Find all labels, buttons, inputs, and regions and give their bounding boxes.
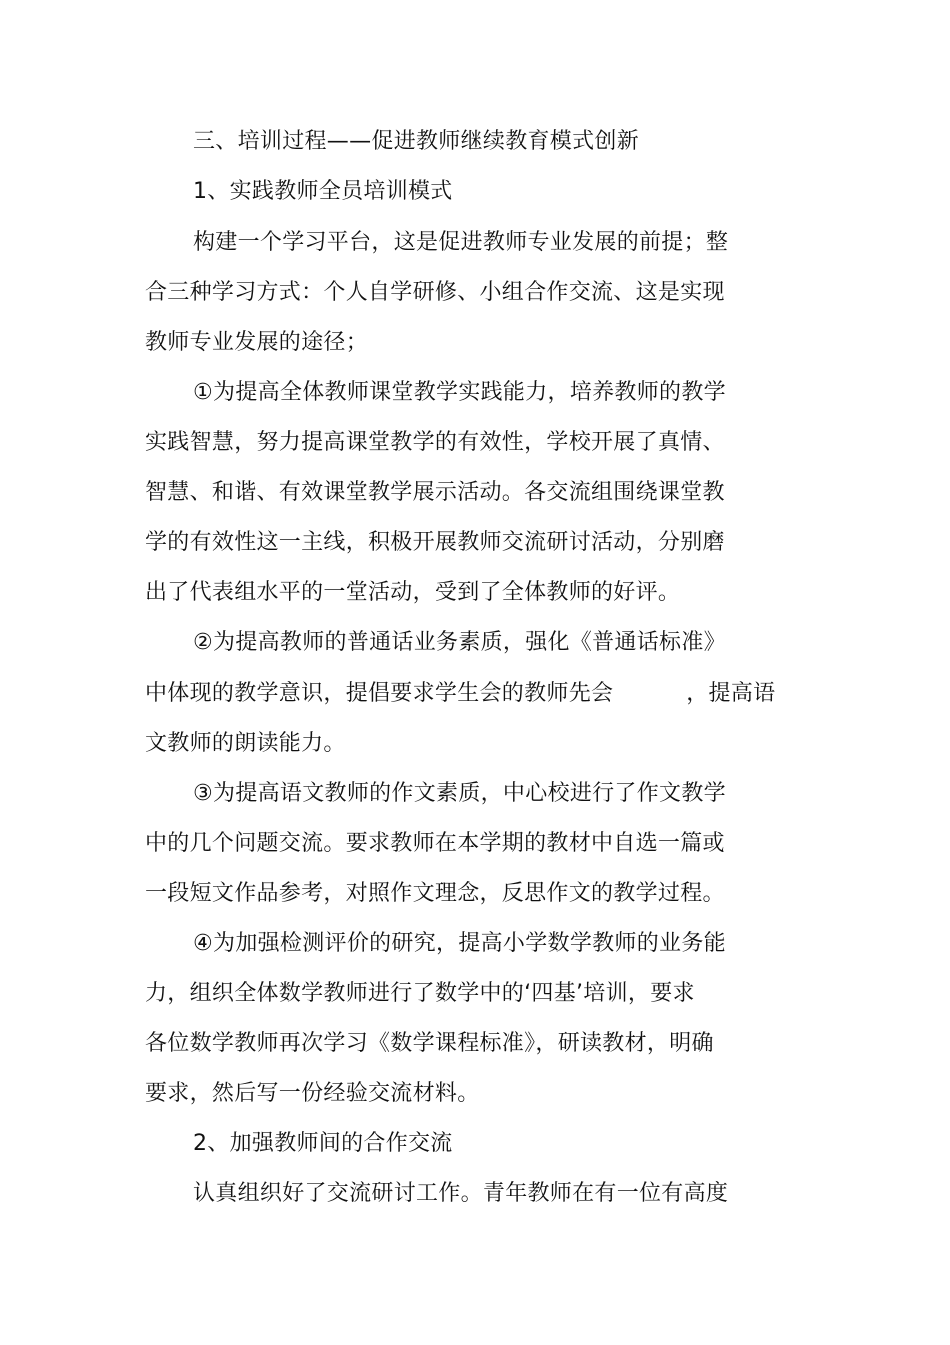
paragraph-line: 实践智慧，努力提高课堂教学的有效性，学校开展了真情、 [145,430,725,455]
paragraph-line: ③为提高语文教师的作文素质，中心校进行了作文教学 [193,781,726,806]
paragraph-line: 各位数学教师再次学习《数学课程标准》，研读教材，明确 [145,1031,714,1056]
paragraph-line: 力，组织全体数学教师进行了数学中的‘四基’培训，要求 [145,981,695,1006]
paragraph-line: ①为提高全体教师课堂教学实践能力，培养教师的教学 [193,380,726,405]
paragraph-line: 学的有效性这一主线，积极开展教师交流研讨活动，分别磨 [145,530,725,555]
paragraph-line: 构建一个学习平台，这是促进教师专业发展的前提；整 [193,230,729,255]
paragraph-line: 中的几个问题交流。要求教师在本学期的教材中自选一篇或 [145,831,725,856]
paragraph-line: ②为提高教师的普通话业务素质，强化《普通话标准》 [193,630,726,655]
paragraph-line: 出了代表组水平的一堂活动，受到了全体教师的好评。 [145,580,681,605]
section-heading: 三、培训过程——促进教师继续教育模式创新 [193,129,640,154]
paragraph-line: 教师专业发展的途径； [145,330,369,355]
subsection-heading: 1、实践教师全员培训模式 [193,179,453,204]
paragraph-line: 一段短文作品参考，对照作文理念，反思作文的教学过程。 [145,881,725,906]
subsection-heading: 2、加强教师间的合作交流 [193,1131,453,1156]
paragraph-line: 中体现的教学意识，提倡要求学生会的教师先会 ，提高语 [145,681,776,706]
paragraph-line: ④为加强检测评价的研究，提高小学数学教师的业务能 [193,931,726,956]
paragraph-line: 认真组织好了交流研讨工作。青年教师在有一位有高度 [193,1181,729,1206]
paragraph-line: 智慧、和谐、有效课堂教学展示活动。各交流组围绕课堂教 [145,480,725,505]
paragraph-line: 要求，然后写一份经验交流材料。 [145,1081,480,1106]
paragraph-line: 合三种学习方式：个人自学研修、小组合作交流、这是实现 [145,280,725,305]
paragraph-line: 文教师的朗读能力。 [145,731,346,756]
